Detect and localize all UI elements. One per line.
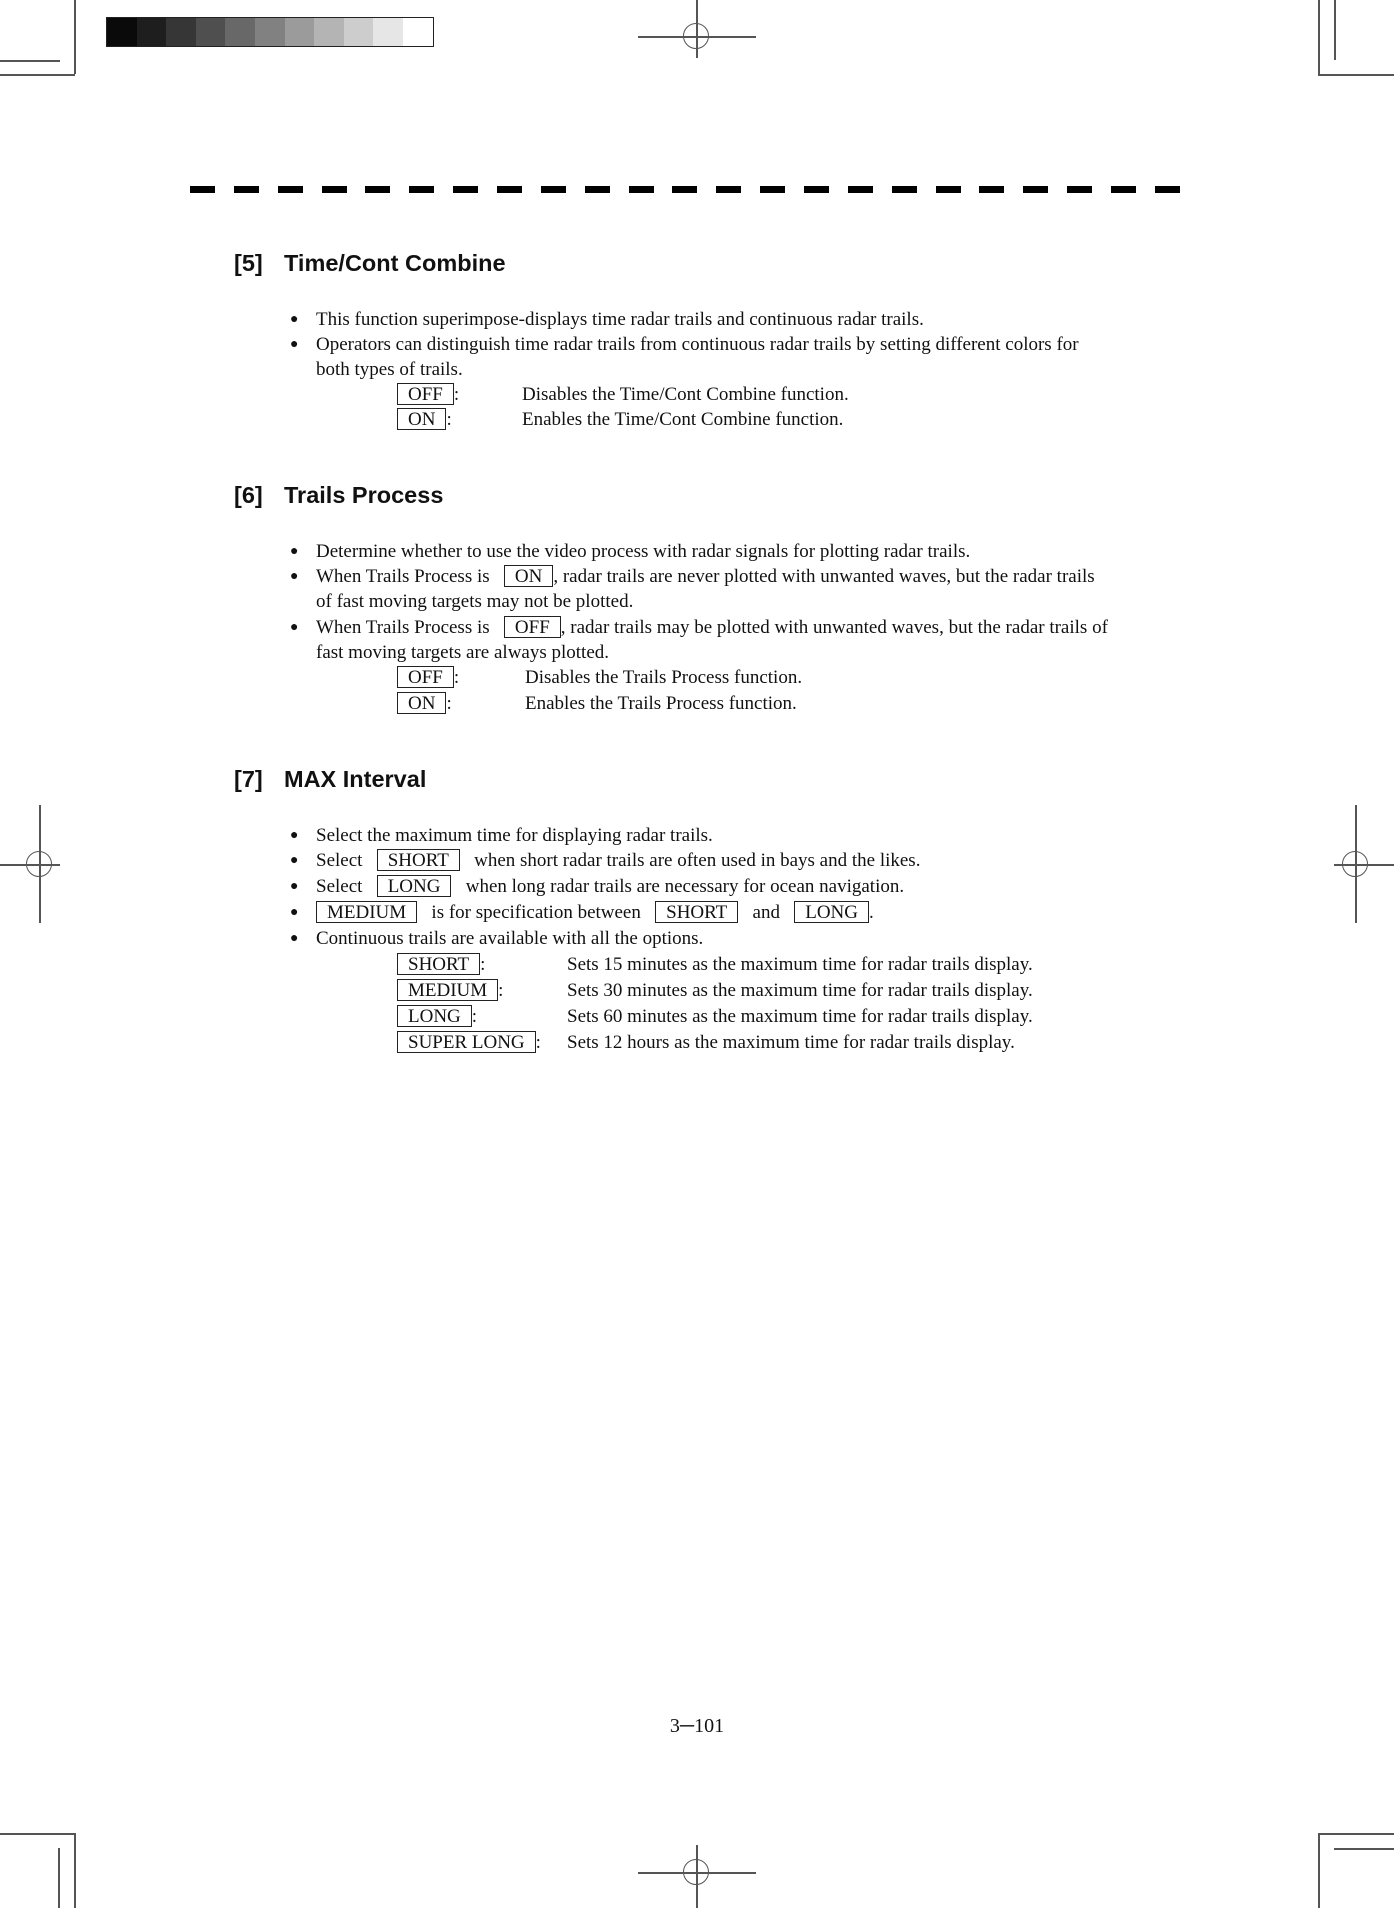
option-row-super-long: SUPER LONG : (397, 1030, 541, 1055)
rule-dash (1067, 186, 1092, 193)
option-description: Sets 30 minutes as the maximum time for radar trails display. (567, 980, 1033, 1001)
bullet-text-pre: When Trails Process is (316, 566, 490, 587)
page-number: 3─101 (669, 1715, 725, 1737)
grayscale-calibration-bar (106, 17, 434, 47)
key-label-off: OFF (397, 383, 454, 405)
option-row-long: LONG : (397, 1004, 477, 1029)
bullet-text (316, 564, 1095, 589)
option-row-off: OFF : (397, 382, 459, 407)
rule-dash (892, 186, 917, 193)
rule-dash (672, 186, 697, 193)
bullet-text: Select the maximum time for displaying radar trails. (316, 825, 713, 846)
bullet-text: Operators can distinguish time radar trails from continuous radar trails by setting different colors for (316, 334, 1079, 355)
section-heading-max-interval (234, 764, 426, 794)
option-row-short: SHORT : (397, 952, 485, 977)
key-label-off: OFF (504, 616, 561, 638)
bullet-text (316, 848, 920, 873)
key-label-long: LONG (794, 901, 869, 923)
rule-dash (234, 186, 259, 193)
rule-dash (716, 186, 741, 193)
bullet-text-post: , radar trails may be plotted with unwanted waves, but the radar trails of (560, 617, 1108, 638)
option-description: Disables the Trails Process function. (525, 667, 803, 688)
section-number: [5] (234, 250, 263, 276)
bullet-text-pre: When Trails Process is (316, 617, 490, 638)
option-description: Disables the Time/Cont Combine function. (522, 384, 849, 405)
bullet-text-continued: of fast moving targets may not be plotted. (316, 591, 634, 612)
bullet-text-pre: Select (316, 850, 363, 871)
rule-dash (936, 186, 961, 193)
rule-dash (409, 186, 434, 193)
key-label-super-long: SUPER LONG (397, 1031, 536, 1053)
bullet-text-continued: fast moving targets are always plotted. (316, 642, 610, 663)
bullet-text: Determine whether to use the video process with radar signals for plotting radar trails. (316, 541, 971, 562)
bullet-dot: ● (290, 337, 299, 352)
key-label-medium: MEDIUM (397, 979, 498, 1001)
rule-dash (1023, 186, 1048, 193)
bullet-dot: ● (290, 853, 299, 868)
grayscale-swatch (107, 18, 137, 46)
section-number: [7] (234, 766, 263, 792)
option-description: Sets 12 hours as the maximum time for radar trails display. (567, 1032, 1015, 1053)
rule-dash (541, 186, 566, 193)
rule-dash (1111, 186, 1136, 193)
bullet-text (316, 615, 1108, 640)
key-label-on: ON (397, 692, 446, 714)
key-label-short: SHORT (377, 849, 460, 871)
section-heading-trails-process (234, 480, 443, 510)
rule-dash (1155, 186, 1180, 193)
bullet-text: This function superimpose-displays time radar trails and continuous radar trails. (316, 309, 924, 330)
option-row-medium: MEDIUM : (397, 978, 503, 1003)
rule-dash (365, 186, 390, 193)
grayscale-swatch (137, 18, 167, 46)
grayscale-swatch (285, 18, 315, 46)
rule-dash (848, 186, 873, 193)
bullet-text-post: , radar trails are never plotted with unwanted waves, but the radar trails (553, 566, 1095, 587)
grayscale-swatch (314, 18, 344, 46)
bullet-text-end: . (869, 902, 874, 923)
bullet-text (316, 900, 874, 925)
option-row-on: ON : (397, 691, 452, 716)
option-description: Sets 60 minutes as the maximum time for radar trails display. (567, 1006, 1033, 1027)
section-title: MAX Interval (284, 766, 427, 792)
bullet-dot: ● (290, 905, 299, 920)
bullet-dot: ● (290, 312, 299, 327)
bullet-text-continued: both types of trails. (316, 359, 463, 380)
bullet-dot: ● (290, 569, 299, 584)
rule-dash (760, 186, 785, 193)
section-title: Time/Cont Combine (284, 250, 506, 276)
key-label-on: ON (504, 565, 553, 587)
dashed-header-rule (190, 186, 1180, 193)
key-label-off: OFF (397, 666, 454, 688)
rule-dash (190, 186, 215, 193)
bullet-dot: ● (290, 931, 299, 946)
key-label-on: ON (397, 408, 446, 430)
grayscale-swatch (196, 18, 226, 46)
bullet-text-pre: Select (316, 876, 363, 897)
key-label-medium: MEDIUM (316, 901, 417, 923)
grayscale-swatch (373, 18, 403, 46)
key-label-short: SHORT (655, 901, 738, 923)
bullet-text-post: when short radar trails are often used in bays and the likes. (474, 850, 921, 871)
section-title: Trails Process (284, 482, 444, 508)
bullet-text: Continuous trails are available with all the options. (316, 928, 704, 949)
bullet-text-mid: and (752, 902, 780, 923)
option-description: Enables the Trails Process function. (525, 693, 797, 714)
bullet-text (316, 874, 904, 899)
rule-dash (497, 186, 522, 193)
rule-dash (629, 186, 654, 193)
grayscale-swatch (166, 18, 196, 46)
option-description: Enables the Time/Cont Combine function. (522, 409, 844, 430)
bullet-dot: ● (290, 879, 299, 894)
grayscale-swatch (255, 18, 285, 46)
section-number: [6] (234, 482, 263, 508)
rule-dash (278, 186, 303, 193)
bullet-dot: ● (290, 620, 299, 635)
grayscale-swatch (403, 18, 433, 46)
section-heading-time-cont-combine (234, 248, 506, 278)
grayscale-swatch (225, 18, 255, 46)
rule-dash (453, 186, 478, 193)
bullet-text-mid: is for specification between (431, 902, 641, 923)
rule-dash (979, 186, 1004, 193)
bullet-text-post: when long radar trails are necessary for ocean navigation. (465, 876, 905, 897)
rule-dash (585, 186, 610, 193)
key-label-long: LONG (377, 875, 452, 897)
key-label-short: SHORT (397, 953, 480, 975)
option-description: Sets 15 minutes as the maximum time for radar trails display. (567, 954, 1033, 975)
key-label-long: LONG (397, 1005, 472, 1027)
option-row-on: ON : (397, 407, 452, 432)
option-row-off: OFF : (397, 665, 459, 690)
rule-dash (804, 186, 829, 193)
bullet-dot: ● (290, 828, 299, 843)
bullet-dot: ● (290, 544, 299, 559)
grayscale-swatch (344, 18, 374, 46)
rule-dash (322, 186, 347, 193)
